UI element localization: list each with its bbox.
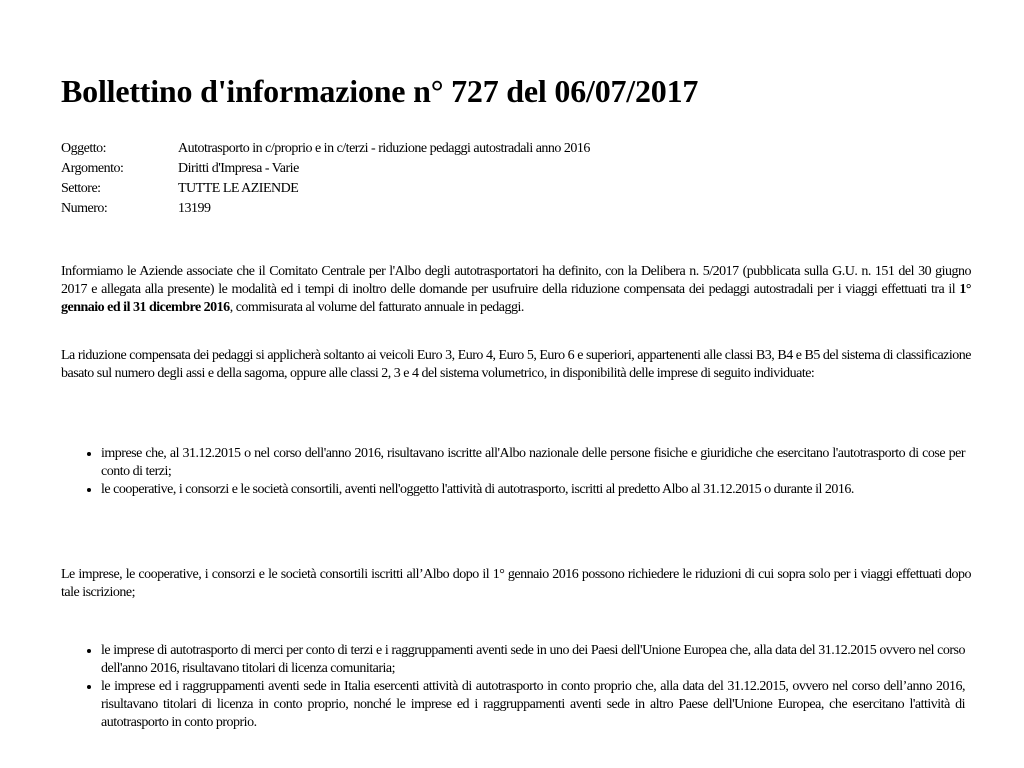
meta-row-settore [61, 179, 590, 199]
meta-value: TUTTE LE AZIENDE [178, 181, 299, 196]
meta-label: Settore: [61, 181, 101, 196]
intro-paragraph [61, 263, 971, 317]
list-item: • imprese che, al 31.12.2015 o nel corso dell'anno 2016, risultavano iscritte all'Albo nazionale delle persone fisiche e giuridiche che esercitano l'autotrasporto di cose per conto di terzi; [101, 445, 965, 481]
period-highlight: 1° gennaio ed il 31 dicembre 2016 [61, 282, 971, 315]
list-item: • le imprese ed i raggruppamenti aventi sede in Italia esercenti attività di autotrasporto in conto proprio che, alla data del 31.12.2015, ovvero nel corso dell’anno 2016, risultavano titolari di licenza in conto proprio, nonché le imprese ed i raggruppamenti aventi sede in altro Paese dell'Unione Europea, che esercitano l'attività di autotrasporto in conto proprio. [101, 678, 965, 732]
eligible-companies-list [61, 445, 965, 499]
meta-value: Diritti d'Impresa - Varie [178, 161, 299, 176]
meta-row-oggetto [61, 139, 590, 159]
intro-text-end: , commisurata al volume del fatturato annuale in pedaggi. [229, 300, 524, 315]
intro-text-start: Informiamo le Aziende associate che il Comitato Centrale per l'Albo degli autotrasportatori ha definito, con la Delibera n. 5/2017 (pubblicata sulla G.U. n. 151 del 30 giugno 2017 e allegata alla presente) le modalità ed i tempi di inoltro delle domande per usufruire della riduzione compensata dei pedaggi autostradali per i viaggi effettuati tra il [61, 264, 971, 297]
list-item: • le cooperative, i consorzi e le società consortili, aventi nell'oggetto l'attività di autotrasporto, iscritti al predetto Albo al 31.12.2015 o durante il 2016. [101, 481, 965, 499]
metadata-table [61, 139, 590, 219]
meta-row-numero [61, 199, 590, 219]
meta-value: Autotrasporto in c/proprio e in c/terzi - riduzione pedaggi autostradali anno 2016 [178, 141, 590, 156]
registration-note-paragraph: Le imprese, le cooperative, i consorzi e le società consortili iscritti all’Albo dopo il 1° gennaio 2016 possono richiedere le riduzioni di cui sopra solo per i viaggi effettuati dopo tale iscrizione; [61, 567, 971, 600]
list-item: • le imprese di autotrasporto di merci per conto di terzi e i raggruppamenti aventi sede in uno dei Paesi dell'Unione Europea che, alla data del 31.12.2015 ovvero nel corso dell'anno 2016, risultavano titolari di licenza comunitaria; [101, 642, 965, 678]
vehicle-classes-paragraph: La riduzione compensata dei pedaggi si applicherà soltanto ai veicoli Euro 3, Euro 4, Euro 5, Euro 6 e superiori, appartenenti alle classi B3, B4 e B5 del sistema di classificazione basato sul numero degli assi e della sagoma, oppure alle classi 2, 3 e 4 del sistema volumetrico, in disponibilità delle imprese di seguito individuate: [61, 348, 971, 381]
meta-label: Oggetto: [61, 141, 106, 156]
meta-value: 13199 [178, 201, 211, 216]
meta-label: Numero: [61, 201, 108, 216]
additional-eligible-list [61, 642, 965, 732]
page-title: Bollettino d'informazione n° 727 del 06/07/2017 [61, 73, 699, 109]
meta-label: Argomento: [61, 161, 124, 176]
meta-row-argomento [61, 159, 590, 179]
